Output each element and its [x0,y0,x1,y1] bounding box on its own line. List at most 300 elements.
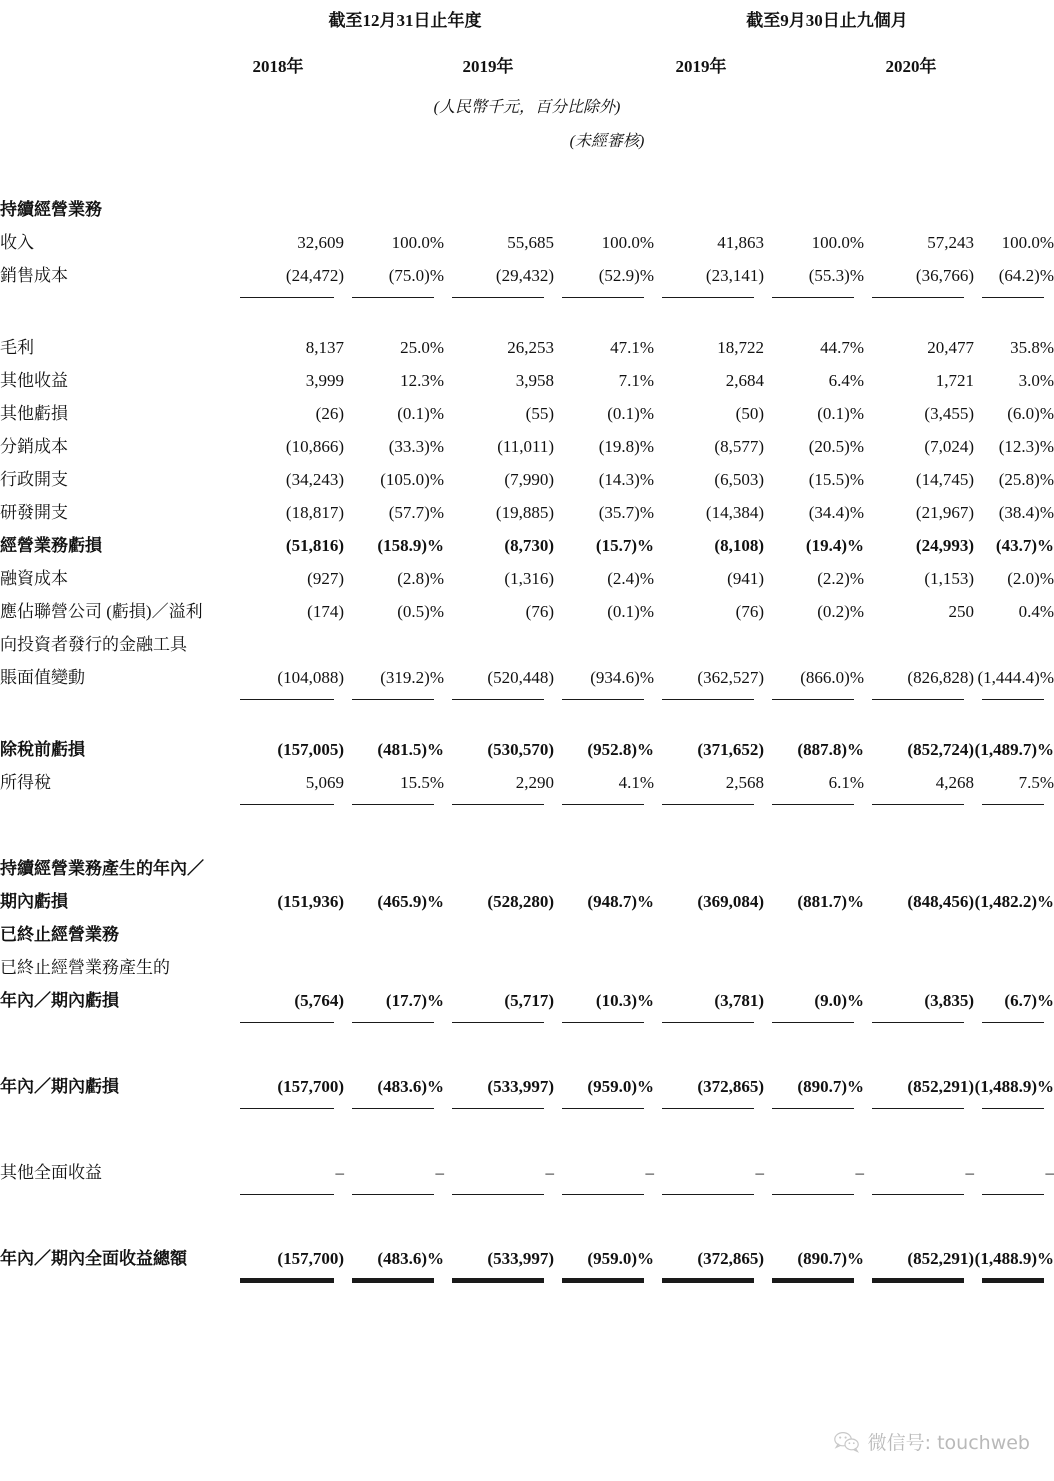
rule-segment [554,285,654,298]
cell: (14,745) [915,470,974,489]
cell: (8,730) [504,536,554,555]
rule-segment [232,1096,344,1109]
cell: (1,482.2)% [974,892,1054,911]
table-row [0,911,1054,944]
cell: 18,722 [717,338,764,357]
watermark-text: 微信号: touchweb [867,1432,1030,1454]
cell: (372,865) [697,1249,764,1268]
cell: (481.5)% [377,740,444,759]
cell [864,186,974,219]
cell: (1,153) [924,569,974,588]
cell [864,911,974,944]
cell: (1,444.4)% [977,668,1054,687]
cell: 25.0% [400,338,444,357]
rule-segment [444,1182,554,1195]
spacer-row [0,1195,1054,1235]
watermark [834,1428,1030,1455]
rule-segment [232,687,344,700]
cell [764,944,864,977]
cell [974,944,1054,977]
cell [232,621,344,654]
cell: – [755,1163,764,1182]
cell [654,944,764,977]
cell: – [335,1163,344,1182]
cell [974,845,1054,878]
table-row [0,845,1054,878]
cell: (10.3)% [595,991,654,1010]
rule-segment [764,1010,864,1023]
cell: (362,527) [697,668,764,687]
cell: (105.0)% [380,470,444,489]
cell: (319.2)% [380,668,444,687]
rule-segment [654,1096,764,1109]
table-row [0,878,1054,911]
cell [344,911,444,944]
cell: (29,432) [495,266,554,285]
table-row [0,1063,1054,1096]
cell [344,621,444,654]
cell: (866.0)% [800,668,864,687]
cell: (14,384) [705,503,764,522]
cell: 55,685 [507,233,554,252]
spacer-row [0,805,1054,845]
subtotal-rule [0,1182,1054,1195]
rule-segment [554,1268,654,1283]
cell: 2,290 [515,773,554,792]
cell: (157,005) [277,740,344,759]
cell [764,621,864,654]
cell: 6.4% [828,371,864,390]
cell [554,186,654,219]
cell: (8,108) [714,536,764,555]
cell [864,944,974,977]
cell: (21,967) [915,503,974,522]
cell: (7,024) [924,437,974,456]
rule-segment [344,1268,444,1283]
cell: (34,243) [285,470,344,489]
spacer [0,1268,232,1283]
cell [232,186,344,219]
cell: (927) [307,569,344,588]
rule-segment [974,1010,1054,1023]
cell: (890.7)% [797,1077,864,1096]
rule-segment [764,1182,864,1195]
header-group-annual: 截至12月31日止年度 [328,11,482,30]
cell: (852,724) [907,740,974,759]
cell: 26,253 [507,338,554,357]
cell: 12.3% [400,371,444,390]
cell: (852,291) [907,1077,974,1096]
cell: (533,997) [487,1249,554,1268]
cell: 44.7% [820,338,864,357]
cell [654,911,764,944]
cell: 100.0% [1001,233,1054,252]
cell: (852,291) [907,1249,974,1268]
cell: (19,885) [495,503,554,522]
header-year-2019-annual: 2019年 [462,57,514,76]
cell: (50) [735,404,764,423]
cell: 2,684 [725,371,764,390]
cell: (19.8)% [598,437,654,456]
cell: 35.8% [1010,338,1054,357]
spacer [0,1096,232,1109]
spacer [0,792,232,805]
cell: (10,866) [285,437,344,456]
cell: (369,084) [697,892,764,911]
cell: (533,997) [487,1077,554,1096]
table-row [0,219,1054,252]
rule-segment [654,1268,764,1283]
rule-segment [444,1096,554,1109]
cell [864,845,974,878]
cell: (5,764) [294,991,344,1010]
cell: 0.4% [1018,602,1054,621]
rule-segment [344,687,444,700]
cell: (6.0)% [1007,404,1054,423]
cell: (2.8)% [397,569,444,588]
cell: (11,011) [497,437,554,456]
cell: 20,477 [927,338,974,357]
rule-segment [764,1268,864,1283]
cell: (941) [727,569,764,588]
cell: – [435,1163,444,1182]
header-group-nine-months: 截至9月30日止九個月 [746,11,908,30]
cell: 3,958 [515,371,554,390]
rule-segment [764,1096,864,1109]
spacer-row [0,1023,1054,1063]
cell: (8,577) [714,437,764,456]
cell: (157,700) [277,1249,344,1268]
cell: (0.1)% [817,404,864,423]
cell [864,621,974,654]
rule-segment [444,1268,554,1283]
cell: 100.0% [601,233,654,252]
rule-segment [764,792,864,805]
cell: (890.7)% [797,1249,864,1268]
rule-segment [974,687,1054,700]
cell: (55) [525,404,554,423]
cell: (1,488.9)% [974,1077,1054,1096]
spacer-row [0,298,1054,324]
cell: (24,993) [915,536,974,555]
row-label: 經營業務虧損 [0,536,102,555]
row-label: 所得稅 [0,773,51,792]
table-row [0,186,1054,219]
rule-segment [444,687,554,700]
rule-segment [864,1182,974,1195]
cell: (34.4)% [808,503,864,522]
cell: 4,268 [935,773,974,792]
rule-segment [232,1268,344,1283]
cell: (157,700) [277,1077,344,1096]
cell: (7,990) [504,470,554,489]
rule-segment [654,285,764,298]
header-group-row [0,6,1054,36]
table-row [0,555,1054,588]
header-year-row [0,52,1054,80]
table-row [0,456,1054,489]
rule-segment [764,285,864,298]
row-label: 期內虧損 [0,892,68,911]
cell: (6.7)% [1004,991,1054,1010]
row-label: 應佔聯營公司 (虧損)／溢利 [0,602,203,621]
row-label: 賬面值變動 [0,668,85,687]
cell [764,845,864,878]
cell: (55.3)% [808,266,864,285]
cell: (9.0)% [814,991,864,1010]
grand-total-rule [0,1268,1054,1283]
cell: 3,999 [305,371,344,390]
spacer [0,1023,1054,1063]
rule-segment [974,792,1054,805]
cell: – [965,1163,974,1182]
cell: (38.4)% [998,503,1054,522]
cell: (14.3)% [598,470,654,489]
cell: (151,936) [277,892,344,911]
cell: (948.7)% [587,892,654,911]
cell [232,911,344,944]
table-row [0,324,1054,357]
cell: 7.5% [1018,773,1054,792]
cell [344,186,444,219]
cell: (0.2)% [817,602,864,621]
cell: (57.7)% [388,503,444,522]
cell: (104,088) [277,668,344,687]
cell: (0.1)% [397,404,444,423]
cell [554,845,654,878]
cell: – [1045,1163,1054,1182]
cell: (6,503) [714,470,764,489]
cell [764,186,864,219]
spacer [0,298,1054,324]
cell [344,845,444,878]
rule-segment [344,1096,444,1109]
cell: – [645,1163,654,1182]
cell: (848,456) [907,892,974,911]
cell: (158.9)% [377,536,444,555]
table-row [0,1235,1054,1268]
row-label: 其他收益 [0,371,68,390]
cell: (76) [735,602,764,621]
rule-segment [864,687,974,700]
spacer [0,1182,232,1195]
cell: (64.2)% [998,266,1054,285]
cell: (76) [525,602,554,621]
cell: (12.3)% [998,437,1054,456]
cell: (20.5)% [808,437,864,456]
row-label: 已終止經營業務 [0,925,119,944]
subtotal-rule [0,687,1054,700]
rule-segment [974,1096,1054,1109]
table-row [0,1149,1054,1182]
cell: 2,568 [725,773,764,792]
spacer-row [0,1109,1054,1149]
spacer [0,687,232,700]
cell [974,621,1054,654]
row-label: 年內／期內虧損 [0,991,119,1010]
rule-segment [654,792,764,805]
rule-segment [764,687,864,700]
rule-segment [864,1010,974,1023]
table-row [0,621,1054,654]
row-label: 分銷成本 [0,437,68,456]
cell: (372,865) [697,1077,764,1096]
row-label: 除稅前虧損 [0,740,85,759]
rule-segment [974,1268,1054,1283]
rule-segment [344,792,444,805]
cell: (520,448) [487,668,554,687]
cell [444,186,554,219]
table-row [0,759,1054,792]
rule-segment [974,1182,1054,1195]
row-label: 融資成本 [0,569,68,588]
spacer [0,700,1054,726]
rule-segment [654,687,764,700]
rule-segment [232,792,344,805]
table-row [0,390,1054,423]
cell: (3,455) [924,404,974,423]
cell: (959.0)% [587,1249,654,1268]
cell: 100.0% [391,233,444,252]
cell: (1,316) [504,569,554,588]
row-label: 向投資者發行的金融工具 [0,635,187,654]
cell: (15.5)% [808,470,864,489]
cell: – [855,1163,864,1182]
row-label: 毛利 [0,338,34,357]
rule-segment [554,1010,654,1023]
cell: (36,766) [915,266,974,285]
cell: 4.1% [618,773,654,792]
cell: (0.1)% [607,602,654,621]
cell: (887.8)% [797,740,864,759]
cell: 57,243 [927,233,974,252]
cell [764,911,864,944]
rule-segment [554,687,654,700]
cell [654,186,764,219]
header-unit-note: (人民幣千元，百分比除外) [433,99,621,116]
cell: (24,472) [285,266,344,285]
cell: (881.7)% [797,892,864,911]
cell [654,621,764,654]
cell [444,621,554,654]
subtotal-rule [0,1010,1054,1023]
cell: (26) [315,404,344,423]
cell: (465.9)% [377,892,444,911]
spacer [0,1195,1054,1235]
row-label: 年內／期內虧損 [0,1077,119,1096]
cell: (19.4)% [805,536,864,555]
cell: (1,489.7)% [974,740,1054,759]
cell [974,186,1054,219]
cell: (0.1)% [607,404,654,423]
table-row [0,357,1054,390]
cell: 5,069 [305,773,344,792]
table-row [0,944,1054,977]
cell [444,911,554,944]
table-row [0,252,1054,285]
cell: 41,863 [717,233,764,252]
row-label: 行政開支 [0,470,68,489]
table-row [0,522,1054,555]
rule-segment [554,1096,654,1109]
table-row [0,726,1054,759]
row-label: 其他全面收益 [0,1163,102,1182]
rule-segment [344,285,444,298]
cell: (5,717) [504,991,554,1010]
table-row [0,489,1054,522]
cell [444,944,554,977]
cell [654,845,764,878]
subtotal-rule [0,1096,1054,1109]
rule-segment [974,285,1054,298]
cell: (35.7)% [598,503,654,522]
spacer-row [0,700,1054,726]
rule-segment [864,285,974,298]
subtotal-rule [0,792,1054,805]
rule-segment [864,1096,974,1109]
cell: 250 [948,602,974,621]
cell: (3,835) [924,991,974,1010]
row-label: 研發開支 [0,503,68,522]
cell [344,944,444,977]
rule-segment [232,1010,344,1023]
cell: – [545,1163,554,1182]
rule-segment [654,1010,764,1023]
rule-segment [654,1182,764,1195]
table-row [0,588,1054,621]
cell: (2.2)% [817,569,864,588]
cell: (483.6)% [377,1077,444,1096]
cell: 47.1% [610,338,654,357]
row-label: 持續經營業務 [0,200,102,219]
cell: 6.1% [828,773,864,792]
cell: (25.8)% [998,470,1054,489]
cell: (2.0)% [1007,569,1054,588]
income-statement-table [0,186,1054,1283]
cell [554,621,654,654]
cell: 1,721 [935,371,974,390]
spacer [0,1010,232,1023]
cell: 7.1% [618,371,654,390]
cell: (530,570) [487,740,554,759]
rule-segment [444,1010,554,1023]
rule-segment [444,792,554,805]
rule-segment [232,285,344,298]
cell: (18,817) [285,503,344,522]
table-row [0,423,1054,456]
cell [232,845,344,878]
row-label: 銷售成本 [0,266,68,285]
table-row [0,977,1054,1010]
cell: (2.4)% [607,569,654,588]
rule-segment [554,792,654,805]
cell: (826,828) [907,668,974,687]
row-label: 已終止經營業務產生的 [0,958,170,977]
spacer [0,1109,1054,1149]
cell: (23,141) [705,266,764,285]
cell [974,911,1054,944]
cell: (959.0)% [587,1077,654,1096]
cell [554,944,654,977]
cell: (1,488.9)% [974,1249,1054,1268]
cell: (52.9)% [598,266,654,285]
rule-segment [554,1182,654,1195]
cell: (174) [307,602,344,621]
subtotal-rule [0,285,1054,298]
rule-segment [344,1182,444,1195]
table-row [0,654,1054,687]
cell: (371,652) [697,740,764,759]
